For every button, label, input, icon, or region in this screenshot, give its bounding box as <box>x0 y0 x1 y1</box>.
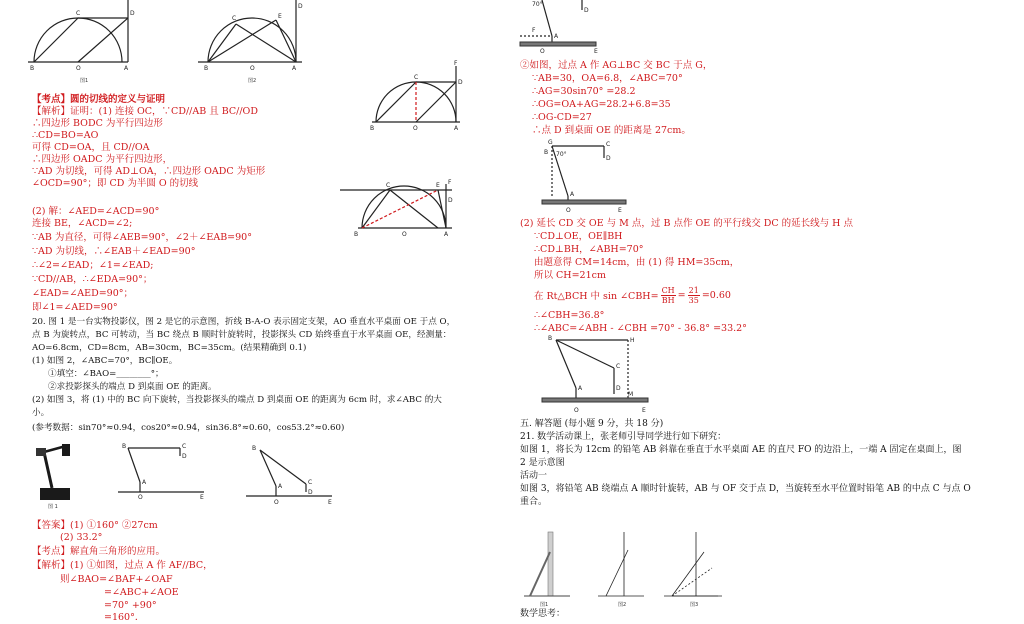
fig2-caption: 图2 <box>248 78 257 84</box>
fraction-denominator: BH <box>661 295 675 305</box>
solution-line: 所以 CH=21cm <box>534 270 606 281</box>
question-text: AO=6.8cm，CD=8cm，AB=30cm，BC=35cm。(结果精确到 0.1) <box>32 343 307 353</box>
label-A: A <box>142 479 147 486</box>
solution-line: ∴AG=30sin70° =28.2 <box>532 86 636 97</box>
label-B: B <box>548 335 553 342</box>
label-C: C <box>386 182 391 189</box>
label-C: C <box>616 363 621 370</box>
question-text: ②求投影探头的端点 D 到桌面 OE 的距离。 <box>48 382 217 392</box>
label-E: E <box>642 407 646 414</box>
question-text: 小。 <box>32 408 50 418</box>
label-E: E <box>278 13 282 20</box>
answer-line: 【考点】解直角三角形的应用。 <box>32 546 166 557</box>
label-C: C <box>606 141 611 148</box>
question-text: (2) 如图 3，将 (1) 中的 BC 向下旋转，当投影探头的端点 D 到桌面 OE 的距离为 6cm 时，求∠ABC 的大 <box>32 395 442 405</box>
label-E: E <box>328 499 332 506</box>
solution-line: (2) 延长 CD 交 OE 与 M 点，过 B 点作 OE 的平行线交 DC 的延长线与 H 点 <box>520 218 853 229</box>
text-line: ∠EAD=∠AED=90°； <box>32 288 134 299</box>
label-M: M <box>628 391 634 398</box>
label-C: C <box>308 479 313 486</box>
text-line: ∴∠2=∠EAD；∠1=∠EAD; <box>32 260 154 271</box>
solution-line: ∴OG-CD=27 <box>532 112 592 123</box>
label-O: O <box>540 48 545 55</box>
label-D: D <box>448 197 453 204</box>
text-line: ∵AD 为切线，可得 AD⊥OA，∴四边形 OADC 为矩形 <box>32 166 266 177</box>
left-column <box>0 0 510 622</box>
fraction-numerator: 21 <box>688 285 699 295</box>
answer-line: 则∠BAO=∠BAF+∠OAF <box>60 574 173 585</box>
text-line: 【考点】圆的切线的定义与证明 <box>32 94 166 105</box>
label-C: C <box>182 443 187 450</box>
label-O: O <box>574 407 579 414</box>
question-text: 重合。 <box>520 497 548 507</box>
right-column <box>512 0 1024 622</box>
label-O: O <box>138 494 143 501</box>
label-A: A <box>278 483 283 490</box>
solution-line: ∴点 D 到桌面 OE 的距离是 27cm。 <box>532 125 691 136</box>
label-F: F <box>454 60 458 67</box>
math-thinking-label: 数学思考： <box>520 609 566 619</box>
label-O: O <box>402 231 407 238</box>
question-text: 2 是示意图 <box>520 458 565 468</box>
label-G: G <box>548 139 553 146</box>
question-text: 如图 3，将铅笔 AB 绕端点 A 顺时针旋转，AB 与 OF 交于点 D，当旋转至水平位置时铅笔 AB 的中点 C 与点 O <box>520 484 971 494</box>
figure-semicircle-1 <box>28 0 138 88</box>
sin-prefix: 在 Rt△BCH 中 sin ∠CBH= <box>534 291 659 302</box>
fig21-caption-3: 图3 <box>690 602 699 608</box>
label-O: O <box>566 207 571 214</box>
fraction-numerator: CH <box>661 285 675 295</box>
label-C: C <box>76 10 81 17</box>
figure-top-partial <box>520 0 612 54</box>
label-C: C <box>232 15 237 22</box>
answer-line: =70° +90° <box>104 600 157 611</box>
solution-line: ∴∠CBH=36.8° <box>534 310 605 321</box>
figure-proof-1 <box>368 62 468 134</box>
question-text: (参考数据：sin70°≈0.94，cos20°≈0.94，sin36.8°≈0.60，cos53.2°≈0.60) <box>32 423 345 433</box>
text-line: (2) 解：∠AED=∠ACD=90° <box>32 206 160 217</box>
question-text: (1) 如图 2，∠ABC=70°，BC∥OE。 <box>32 356 178 366</box>
text-line: ∴CD=BO=AO <box>32 130 99 141</box>
question-text: 如图 1，将长为 12cm 的铅笔 AB 斜靠在垂直于水平桌面 AE 的直尺 FO 的边沿上，一端 A 固定在桌面上，图 <box>520 445 962 455</box>
label-E: E <box>594 48 598 55</box>
solution-line: 由题意得 CM=14cm，由 (1) 得 HM=35cm， <box>534 257 740 268</box>
label-B: B <box>204 65 209 72</box>
label-E: E <box>618 207 622 214</box>
projector-diagram-3 <box>246 442 336 518</box>
label-A: A <box>570 191 575 198</box>
label-E: E <box>200 494 204 501</box>
solution-line: ∴OG=OA+AG=28.2+6.8=35 <box>532 99 671 110</box>
text-line: 【解析】证明：(1) 连接 OC，∵CD//AB 且 BC//OD <box>32 106 258 117</box>
label-E: E <box>436 182 440 189</box>
fraction-denominator: 35 <box>688 295 699 305</box>
text-line: ∠OCD=90°；即 CD 为半圆 O 的切线 <box>32 178 199 189</box>
text-line: ∴四边形 BODC 为平行四边形 <box>32 118 163 129</box>
solution-line: ∵CD⊥OE，OE∥BH <box>534 231 623 242</box>
label-F: F <box>532 27 536 34</box>
label-O: O <box>274 499 279 506</box>
label-C: C <box>414 74 419 81</box>
label-B: B <box>354 231 359 238</box>
fig1-caption: 图1 <box>80 78 89 84</box>
question-text: ①填空：∠BAO=________°； <box>48 369 164 379</box>
solution-line: ②如图，过点 A 作 AG⊥BC 交 BC 于点 G， <box>520 60 713 71</box>
sin-result: =0.60 <box>701 289 731 301</box>
label-D: D <box>308 489 313 496</box>
angle-label: 70° <box>532 1 543 8</box>
label-H: H <box>630 337 635 344</box>
label-B: B <box>122 443 127 450</box>
figure-q21-3 <box>660 528 726 610</box>
answer-line: =∠ABC+∠AOE <box>104 587 179 598</box>
answer-line: 【答案】(1) ①160° ②27cm <box>32 520 158 531</box>
solution-line: ∵AB=30，OA=6.8，∠ABC=70° <box>532 73 683 84</box>
fig20-photo-caption: 图 1 <box>48 504 58 510</box>
equals-sign: = <box>677 289 686 301</box>
label-D: D <box>298 3 303 10</box>
label-A: A <box>578 385 583 392</box>
section-heading: 五. 解答题 (每小题 9 分，共 18 分) <box>520 419 664 429</box>
question-text: 20. 图 1 是一台实物投影仪，图 2 是它的示意图，折线 B-A-O 表示固定支架，AO 垂直水平桌面 OE 于点 O， <box>32 317 456 327</box>
sin-formula <box>534 284 731 306</box>
answer-line: (2) 33.2° <box>60 532 103 543</box>
solution-line: ∴CD⊥BH，∠ABH=70° <box>534 244 644 255</box>
label-A: A <box>292 65 297 72</box>
label-A: A <box>454 125 459 132</box>
label-D: D <box>616 385 621 392</box>
label-O: O <box>413 125 418 132</box>
projector-photo <box>34 438 76 510</box>
question-text: 活动一 <box>520 471 548 481</box>
figure-semicircle-2 <box>198 0 308 88</box>
text-line: ∵CD//AB，∴∠EDA=90°； <box>32 274 153 285</box>
fig21-caption-1: 图1 <box>540 602 549 608</box>
question-text: 21. 数学活动课上，张老师引导同学进行如下研究： <box>520 432 727 442</box>
question-text: 点 B 为旋转点，BC 可转动，当 BC 绕点 B 顺时针旋转时，投影探头 CD 始终垂直于水平桌面 OE，经测量： <box>32 330 452 340</box>
label-A: A <box>444 231 449 238</box>
figure-middle <box>542 138 632 214</box>
projector-diagram-2 <box>118 442 208 500</box>
label-B: B <box>544 149 549 156</box>
text-line: 连接 BE，∠ACD=∠2; <box>32 218 133 229</box>
text-line: 即∠1=∠AED=90° <box>32 302 118 313</box>
label-O: O <box>250 65 255 72</box>
label-D: D <box>606 155 611 162</box>
fig21-caption-2: 图2 <box>618 602 627 608</box>
label-B: B <box>252 445 257 452</box>
answer-line: 【解析】(1) ①如图，过点 A 作 AF//BC， <box>32 560 213 571</box>
label-D: D <box>182 453 187 460</box>
label-A: A <box>554 33 559 40</box>
label-D: D <box>458 79 463 86</box>
text-line: ∴四边形 OADC 为平行四边形， <box>32 154 173 165</box>
figure-bottom <box>542 334 654 416</box>
figure-proof-2 <box>340 178 470 240</box>
label-A: A <box>124 65 129 72</box>
label-B: B <box>30 65 35 72</box>
solution-line: ∴∠ABC=∠ABH - ∠CBH =70° - 36.8° =33.2° <box>534 323 747 334</box>
label-D: D <box>584 7 589 14</box>
figure-q21-1 <box>520 528 574 610</box>
answer-line: =160°． <box>104 612 145 623</box>
figure-q21-2 <box>594 528 648 610</box>
angle-label: 70° <box>556 151 567 158</box>
label-B: B <box>370 125 375 132</box>
label-O: O <box>76 65 81 72</box>
text-line: 可得 CD=OA，且 CD//OA <box>32 142 150 153</box>
text-line: ∵AD 为切线，∴∠EAB＋∠EAD=90° <box>32 246 196 257</box>
label-D: D <box>130 10 135 17</box>
label-F: F <box>448 179 452 186</box>
text-line: ∵AB 为直径，可得∠AEB=90°，∠2＋∠EAB=90° <box>32 232 252 243</box>
